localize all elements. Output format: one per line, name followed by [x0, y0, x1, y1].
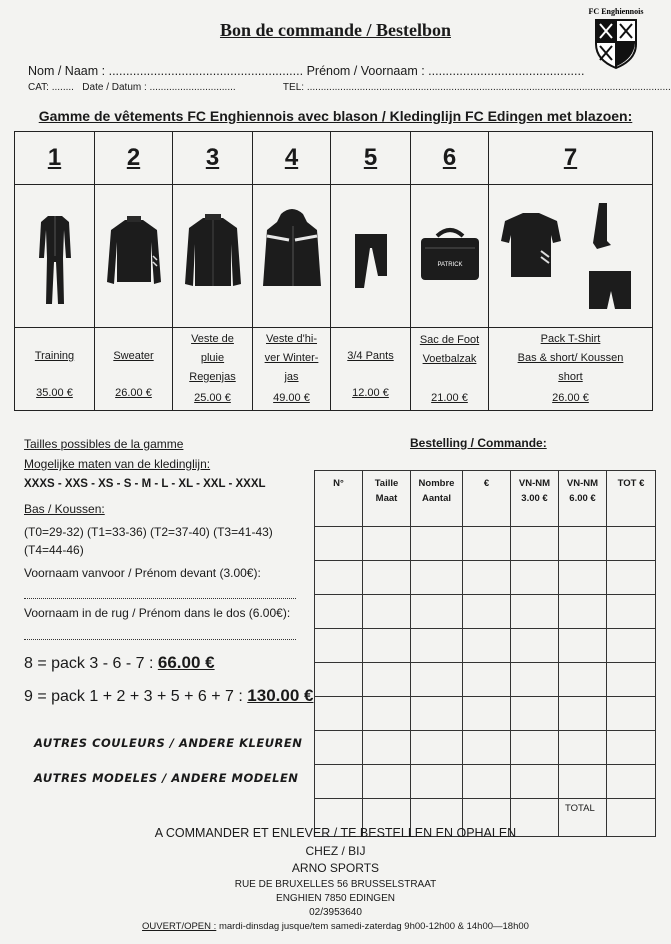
- order-cell[interactable]: [411, 595, 463, 629]
- product-number: 3: [173, 132, 253, 185]
- sweater-icon: [95, 185, 173, 328]
- product-desc-cell: [253, 328, 331, 411]
- total-label: TOTAL: [559, 799, 607, 837]
- order-cell[interactable]: [463, 561, 511, 595]
- product-price: 21.00 €: [431, 391, 468, 404]
- order-cell[interactable]: [411, 629, 463, 663]
- footer-hours: OUVERT/OPEN : mardi-dinsdag jusque/tem samedi-zaterdag 9h00-12h00 & 14h00—18h00: [142, 921, 529, 932]
- product-number: 2: [95, 132, 173, 185]
- page-title: Bon de commande / Bestelbon: [219, 20, 451, 40]
- product-image-row: [15, 185, 653, 328]
- order-cell[interactable]: [511, 697, 559, 731]
- product-desc-cell: [15, 328, 95, 411]
- product-number: 1: [15, 132, 95, 185]
- order-cell[interactable]: [511, 561, 559, 595]
- order-cell[interactable]: [315, 697, 363, 731]
- footer-line1: A COMMANDER ET ENLEVER / TE BESTELLEN EN OPHALEN: [154, 826, 517, 840]
- order-cell[interactable]: [607, 697, 656, 731]
- other-models: AUTRES MODELES / ANDERE MODELEN: [34, 771, 299, 785]
- range-title: Gamme de vêtements FC Enghiennois avec blason / Kledinglijn FC Edingen met blazoen:: [38, 108, 633, 124]
- firstname-field[interactable]: .............................................: [428, 64, 585, 78]
- order-cell[interactable]: [511, 595, 559, 629]
- order-cell[interactable]: [607, 731, 656, 765]
- footer-street: RUE DE BRUXELLES 56 BRUSSELSTRAAT: [234, 879, 437, 890]
- socks-sizes-line1: (T0=29-32) (T1=33-36) (T2=37-40) (T3=41-43): [24, 525, 273, 539]
- order-cell[interactable]: [511, 629, 559, 663]
- product-desc-cell: [331, 328, 411, 411]
- order-cell[interactable]: [559, 595, 607, 629]
- name-field[interactable]: ........................................................: [108, 64, 304, 78]
- header-size: Taille Maat: [363, 471, 411, 527]
- order-cell[interactable]: [315, 765, 363, 799]
- order-cell[interactable]: [363, 527, 411, 561]
- order-table: [314, 470, 656, 837]
- header-name-back: VN-NM 6.00 €: [559, 471, 607, 527]
- header-number: N°: [315, 471, 363, 527]
- header-total: TOT €: [607, 471, 656, 527]
- order-cell[interactable]: [607, 561, 656, 595]
- order-cell[interactable]: [315, 629, 363, 663]
- order-cell[interactable]: [463, 595, 511, 629]
- footer-shop-name: ARNO SPORTS: [291, 861, 380, 875]
- order-row: [315, 527, 656, 561]
- other-colors: AUTRES COULEURS / ANDERE KLEUREN: [34, 736, 303, 750]
- product-price: 25.00 €: [194, 392, 231, 404]
- order-cell[interactable]: [315, 561, 363, 595]
- tel-field[interactable]: ...................................................................................................................................: [306, 82, 671, 93]
- pack-9-price: 130.00 €: [247, 686, 314, 705]
- winter-jacket-icon: [253, 185, 331, 328]
- order-cell[interactable]: [511, 765, 559, 799]
- tel-label: TEL:: [282, 82, 305, 93]
- name-line: [28, 64, 584, 78]
- order-title: Bestelling / Commande:: [410, 436, 547, 450]
- info-line: [28, 82, 671, 93]
- header-quantity: Nombre Aantal: [411, 471, 463, 527]
- order-cell[interactable]: [559, 731, 607, 765]
- pack-9: 9 = pack 1 + 2 + 3 + 5 + 6 + 7 : 130.00 €: [24, 686, 314, 705]
- product-number-row: [15, 132, 653, 185]
- footer-city: ENGHIEN 7850 EDINGEN: [276, 893, 395, 904]
- socks-title: Bas / Koussen:: [24, 502, 105, 516]
- pack-8-price: 66.00 €: [157, 653, 215, 672]
- order-cell[interactable]: [463, 765, 511, 799]
- rain-jacket-icon: [173, 185, 253, 328]
- product-label: Sweater: [113, 350, 154, 362]
- order-row: [315, 731, 656, 765]
- product-label: Training: [34, 350, 75, 362]
- sizes-title-fr: Tailles possibles de la gamme: [24, 437, 184, 451]
- order-cell[interactable]: [363, 697, 411, 731]
- date-label: Date / Datum :: [82, 82, 147, 93]
- product-price: 12.00 €: [352, 387, 389, 399]
- header-name-front: VN-NM 3.00 €: [511, 471, 559, 527]
- order-cell[interactable]: [363, 629, 411, 663]
- order-row: [315, 629, 656, 663]
- order-cell[interactable]: [607, 527, 656, 561]
- club-logo: [588, 4, 644, 70]
- order-cell[interactable]: [463, 663, 511, 697]
- order-cell[interactable]: [511, 527, 559, 561]
- product-price: 49.00 €: [273, 392, 310, 404]
- bag-brand-text: PATRICK: [437, 262, 463, 268]
- order-row: [315, 561, 656, 595]
- firstname-label: Prénom / Voornaam :: [306, 64, 425, 78]
- footer-phone: 02/3953640: [309, 907, 362, 918]
- order-row: [315, 765, 656, 799]
- cat-field[interactable]: ........: [51, 82, 74, 93]
- product-label: 3/4 Pants: [347, 350, 394, 362]
- order-cell[interactable]: [363, 561, 411, 595]
- order-cell[interactable]: [511, 663, 559, 697]
- footer-line2: CHEZ / BIJ: [305, 844, 366, 858]
- product-number: 7: [489, 132, 653, 185]
- product-table: [14, 131, 653, 411]
- order-cell[interactable]: [363, 663, 411, 697]
- product-number: 4: [253, 132, 331, 185]
- sizes-list: XXXS - XXS - XS - S - M - L - XL - XXL - XXXL: [24, 478, 266, 490]
- order-cell[interactable]: [315, 595, 363, 629]
- order-cell[interactable]: [363, 595, 411, 629]
- product-desc-cell: [95, 328, 173, 411]
- header-price: €: [463, 471, 511, 527]
- order-cell[interactable]: [559, 663, 607, 697]
- order-cell[interactable]: [411, 765, 463, 799]
- back-name-field[interactable]: [24, 638, 296, 640]
- front-name-label: Voornaam vanvoor / Prénom devant (3.00€):: [24, 566, 261, 580]
- product-label: Veste d'hi- ver Winter- jas: [264, 333, 319, 383]
- open-label: OUVERT/OPEN :: [142, 921, 217, 932]
- product-number: 5: [331, 132, 411, 185]
- back-name-label: Voornaam in de rug / Prénom dans le dos (6.00€):: [24, 606, 291, 620]
- order-cell[interactable]: [463, 697, 511, 731]
- product-desc-row: [15, 328, 653, 411]
- order-cell[interactable]: [411, 697, 463, 731]
- order-row: [315, 697, 656, 731]
- order-cell[interactable]: [315, 731, 363, 765]
- tshirt-pack-icon: [489, 185, 653, 328]
- order-cell[interactable]: [607, 765, 656, 799]
- name-label: Nom / Naam :: [28, 64, 106, 78]
- product-desc-cell: [411, 328, 489, 411]
- pack-8: 8 = pack 3 - 6 - 7 : 66.00 €: [24, 653, 215, 672]
- tracksuit-icon: [15, 185, 95, 328]
- order-cell[interactable]: [559, 697, 607, 731]
- order-cell[interactable]: [411, 527, 463, 561]
- order-cell[interactable]: [607, 663, 656, 697]
- product-label: Pack T-Shirt Bas & short/ Koussen short: [517, 333, 624, 383]
- order-cell[interactable]: [411, 731, 463, 765]
- product-price: 35.00 €: [36, 387, 73, 399]
- front-name-field[interactable]: [24, 597, 296, 599]
- cat-label: CAT:: [28, 82, 49, 93]
- order-cell[interactable]: [363, 731, 411, 765]
- order-cell[interactable]: [315, 527, 363, 561]
- product-price: 26.00 €: [115, 387, 152, 399]
- order-row: [315, 663, 656, 697]
- product-label: Sac de Foot Voetbalzak: [419, 333, 480, 365]
- logo-text: FC Enghiennois: [588, 7, 644, 16]
- pants-icon: [331, 185, 411, 328]
- order-cell[interactable]: [363, 765, 411, 799]
- product-number: 6: [411, 132, 489, 185]
- order-cell[interactable]: [559, 765, 607, 799]
- order-cell[interactable]: [559, 527, 607, 561]
- order-cell[interactable]: [411, 663, 463, 697]
- order-cell[interactable]: [607, 629, 656, 663]
- sizes-title-nl: Mogelijke maten van de kledinglijn:: [24, 457, 211, 471]
- order-cell[interactable]: [559, 629, 607, 663]
- order-header-row: [315, 471, 656, 527]
- order-cell[interactable]: [463, 527, 511, 561]
- socks-sizes-line2: (T4=44-46): [24, 543, 84, 557]
- order-cell[interactable]: [315, 663, 363, 697]
- order-cell[interactable]: [559, 561, 607, 595]
- product-desc-cell: [173, 328, 253, 411]
- sport-bag-icon: [411, 185, 489, 328]
- order-cell[interactable]: [607, 595, 656, 629]
- date-field[interactable]: ...............................: [149, 82, 236, 93]
- order-cell[interactable]: [463, 629, 511, 663]
- product-label: Veste de pluie Regenjas: [189, 333, 236, 383]
- product-desc-cell: [489, 328, 653, 411]
- order-cell[interactable]: [411, 561, 463, 595]
- order-cell[interactable]: [511, 731, 559, 765]
- order-row: [315, 595, 656, 629]
- order-cell[interactable]: [463, 731, 511, 765]
- product-price: 26.00 €: [552, 392, 589, 404]
